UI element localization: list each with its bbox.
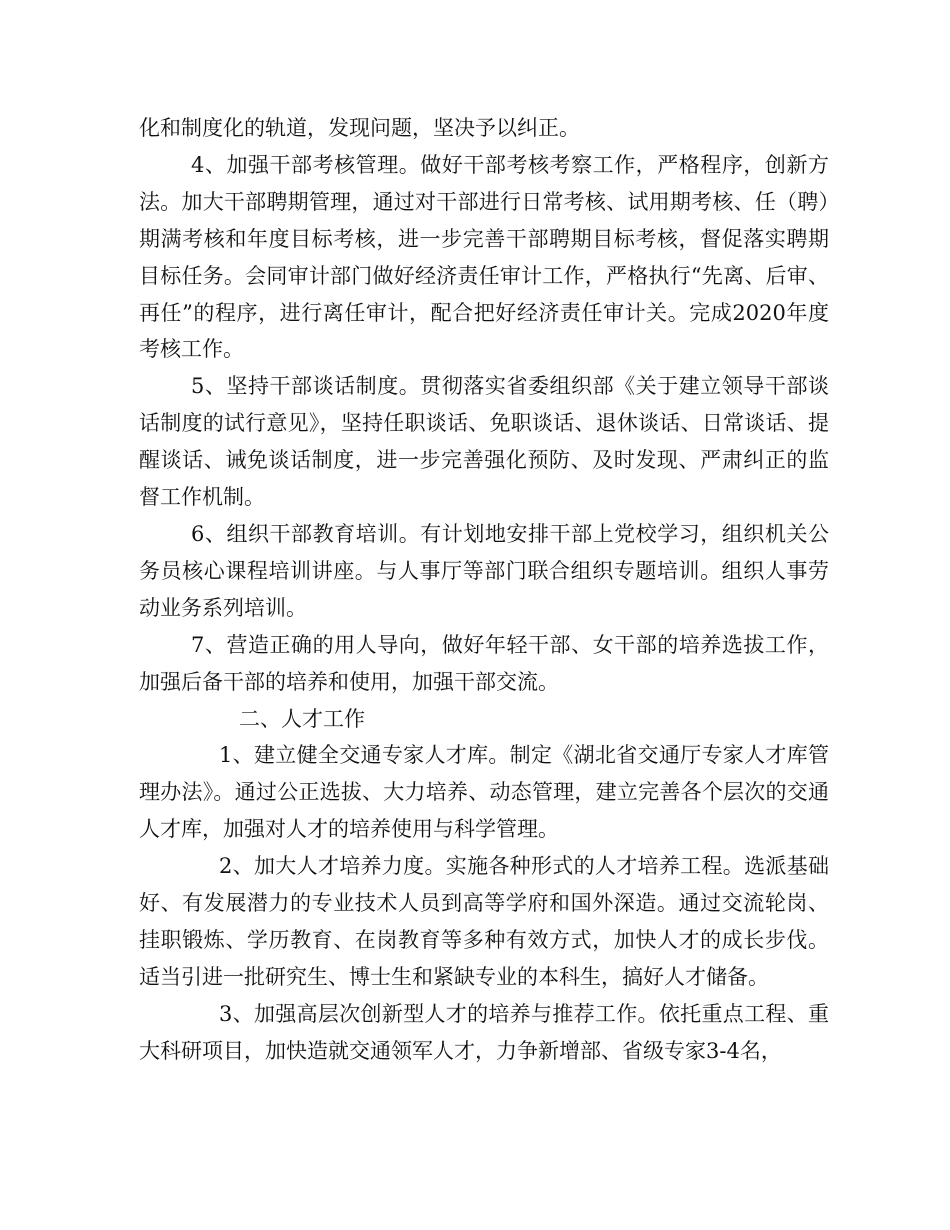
paragraph-innovative-talent: 3、加强高层次创新型人才的培养与推荐工作。依托重点工程、重大科研项目，加快造就交通领军人才，力争新增部、省级专家3-4名，: [139, 1001, 829, 1063]
document-page: [139, 110, 829, 1070]
paragraph-continuation: 化和制度化的轨道，发现问题，坚决予以纠正。: [139, 116, 580, 140]
paragraph-cadre-training: 6、组织干部教育培训。有计划地安排干部上党校学习，组织机关公务员核心课程培训讲座。与人事厅等部门联合组织专题培训。组织人事劳动业务系列培训。: [139, 521, 829, 620]
paragraph-cadre-assessment: 4、加强干部考核管理。做好干部考核考察工作，严格程序，创新方法。加大干部聘期管理，通过对干部进行日常考核、试用期考核、任（聘）期满考核和年度目标考核，进一步完善干部聘期目标考核，督促落实聘期目标任务。会同审计部门做好经济责任审计工作，严格执行“先离、后审、再任”的程序，进行离任审计，配合把好经济责任审计关。完成2020年度考核工作。: [139, 152, 829, 362]
paragraph-cadre-talk-system: 5、坚持干部谈话制度。贯彻落实省委组织部《关于建立领导干部谈话制度的试行意见》，坚持任职谈话、免职谈话、退休谈话、日常谈话、提醒谈话、诫免谈话制度，进一步完善强化预防、及时发现、严肃纠正的监督工作机制。: [139, 374, 829, 510]
paragraph-employment-guidance: 7、营造正确的用人导向，做好年轻干部、女干部的培养选拔工作，加强后备干部的培养和使用，加强干部交流。: [139, 632, 829, 694]
paragraph-talent-cultivation: 2、加大人才培养力度。实施各种形式的人才培养工程。选派基础好、有发展潜力的专业技术人员到高等学府和国外深造。通过交流轮岗、挂职锻炼、学历教育、在岗教育等多种有效方式，加快人才的成长步伐。适当引进一批研究生、博士生和紧缺专业的本科生，搞好人才储备。: [139, 854, 829, 989]
paragraph-expert-talent-pool: 1、建立健全交通专家人才库。制定《湖北省交通厅专家人才库管理办法》。通过公正选拔、大力培养、动态管理，建立完善各个层次的交通人才库，加强对人才的培养使用与科学管理。: [139, 743, 829, 842]
section-heading-talent-work: 二、人才工作: [239, 706, 365, 731]
